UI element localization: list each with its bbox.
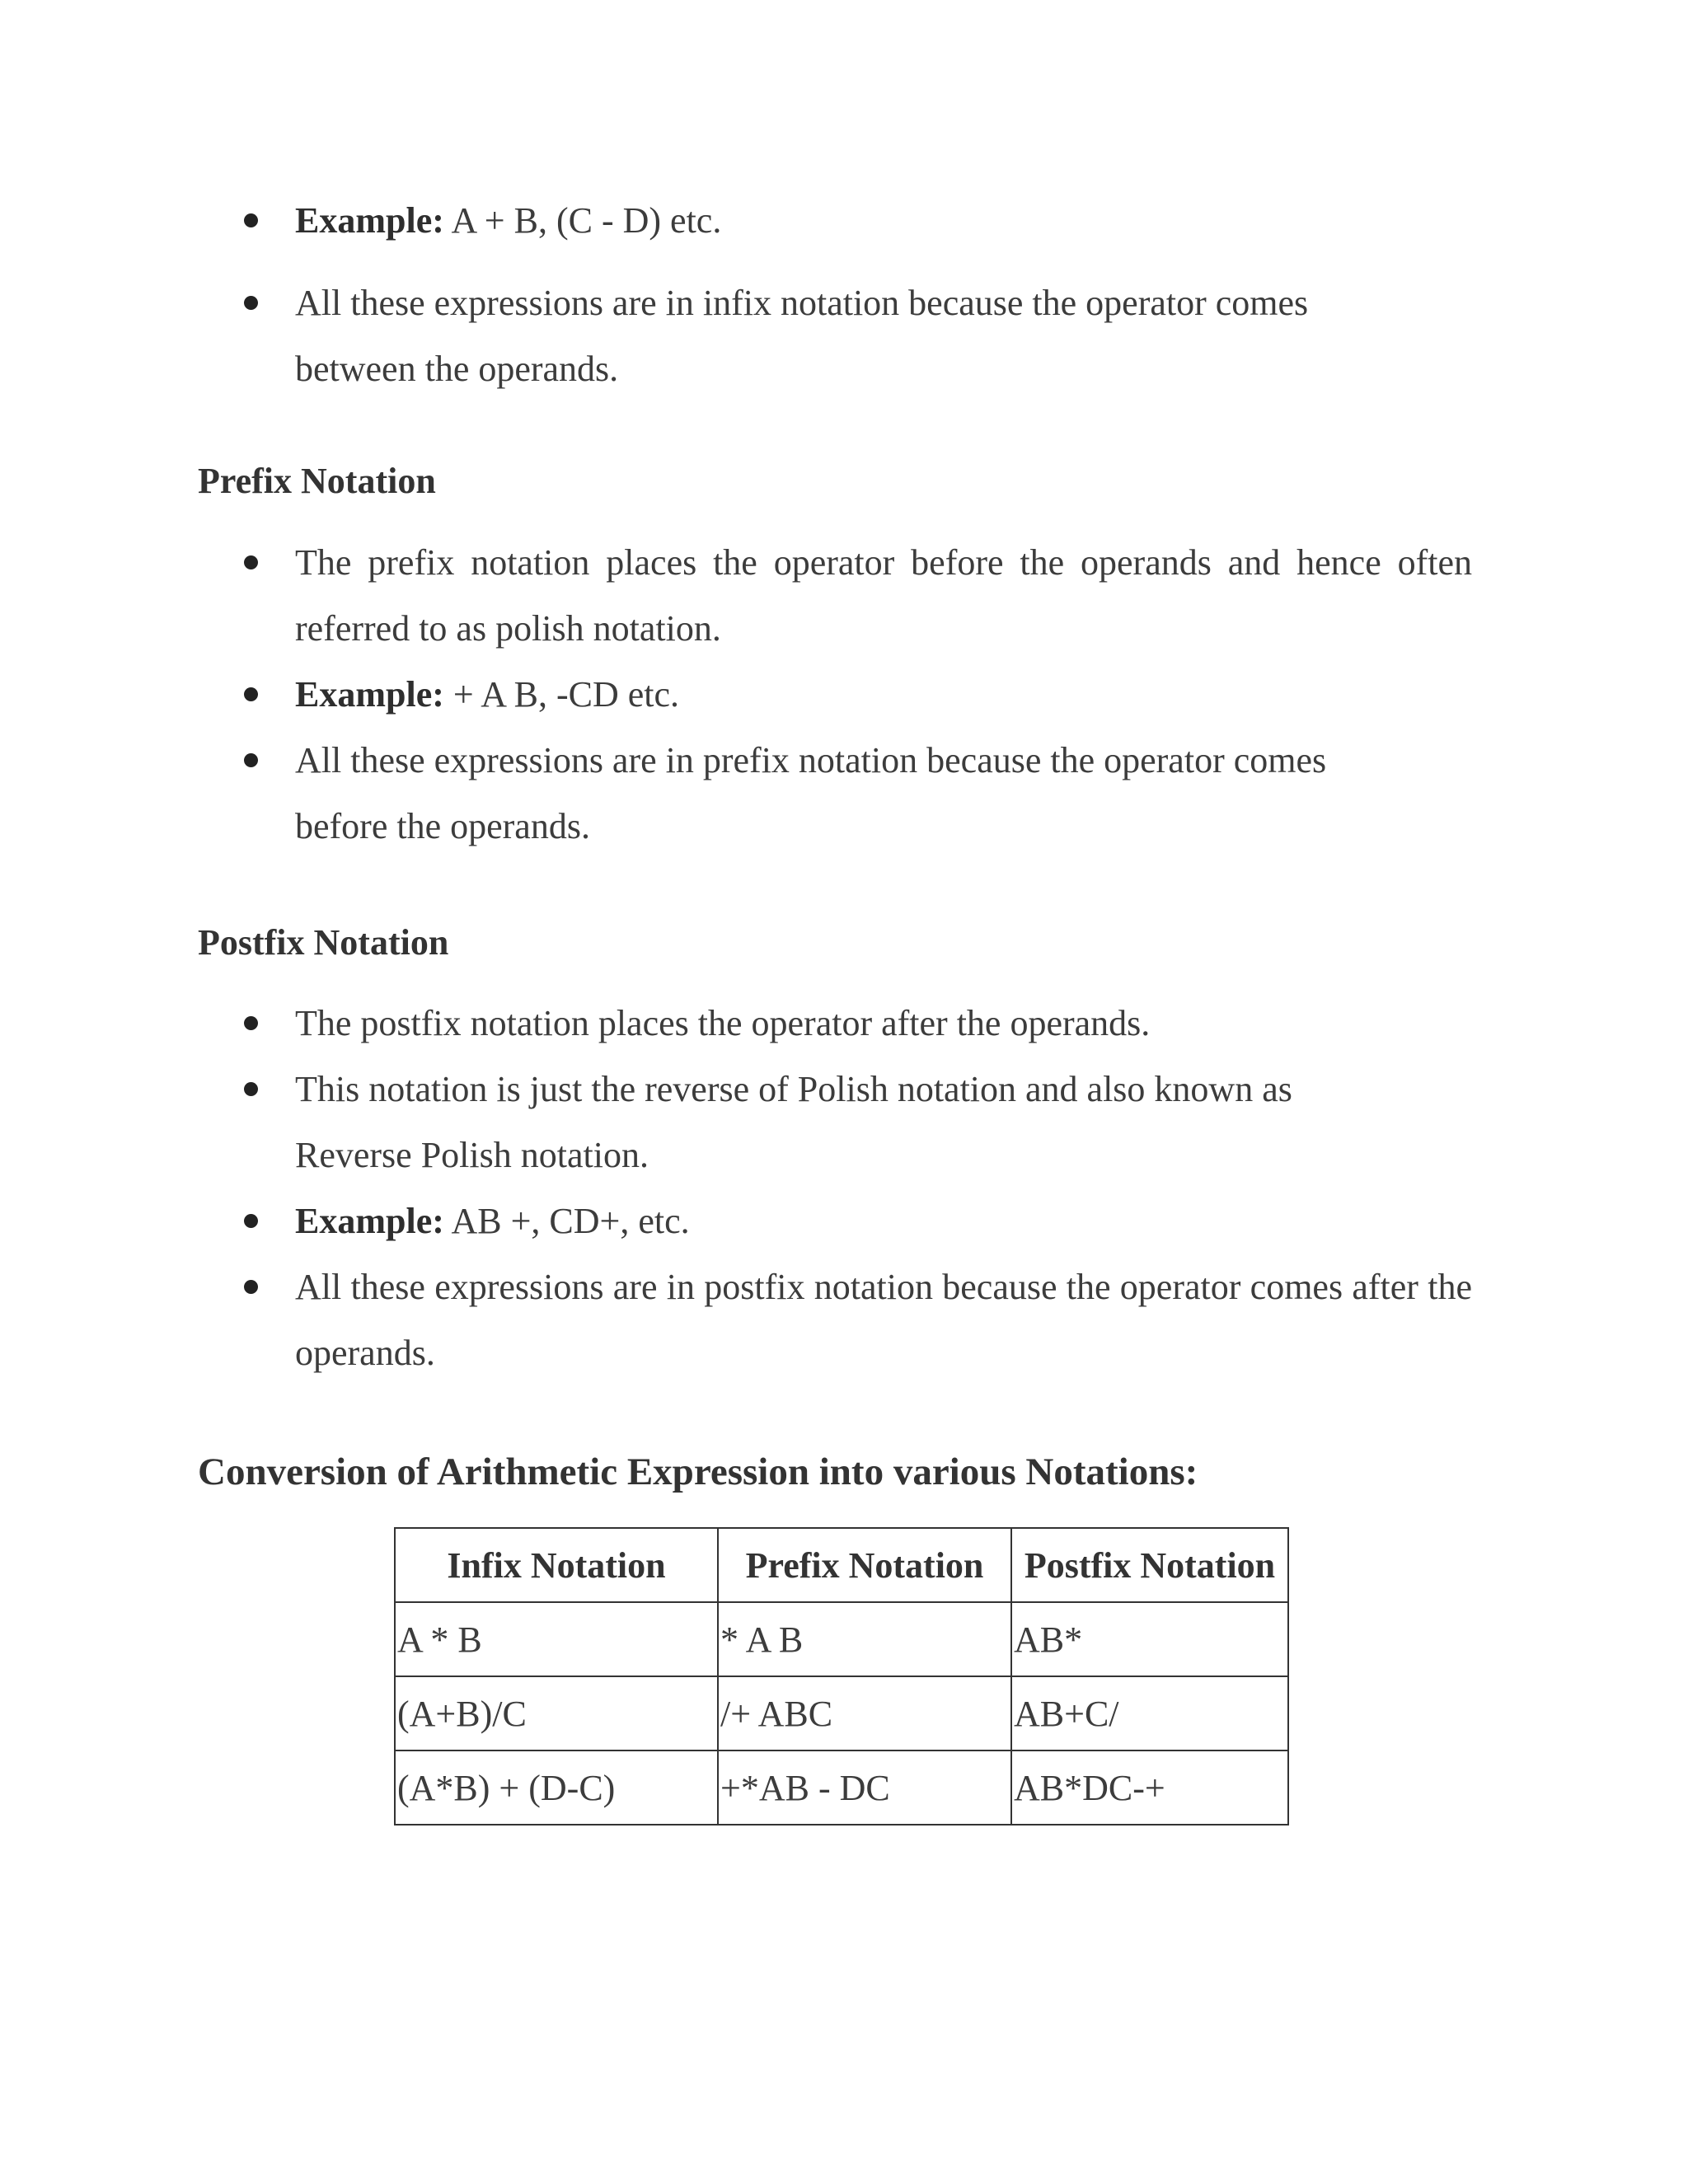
column-header-infix: Infix Notation [395, 1528, 718, 1602]
table-row [395, 1750, 1288, 1825]
table-cell-postfix: AB+C/ [1011, 1676, 1288, 1750]
table-cell-prefix: /+ ABC [718, 1676, 1011, 1750]
table-cell-infix: A * B [395, 1602, 718, 1676]
bullet-icon [244, 753, 258, 767]
column-header-postfix: Postfix Notation [1011, 1528, 1288, 1602]
list-item [244, 530, 1472, 662]
table-cell-prefix: * A B [718, 1602, 1011, 1676]
prefix-heading: Prefix Notation [198, 461, 436, 501]
example-label: Example: [295, 674, 444, 715]
column-header-prefix: Prefix Notation [718, 1528, 1011, 1602]
list-item-text: This notation is just the reverse of Polish notation and also known as Reverse Polish notation. [295, 1069, 1292, 1175]
table-header-row [395, 1528, 1288, 1602]
list-item [244, 1254, 1472, 1386]
list-item [244, 1057, 1408, 1188]
list-item [244, 991, 1472, 1057]
example-label: Example: [295, 1201, 444, 1241]
list-item-text: All these expressions are in postfix notation because the operator comes after the operands. [295, 1267, 1472, 1373]
list-item-text: The postfix notation places the operator after the operands. [295, 1003, 1151, 1043]
list-item [244, 188, 1406, 254]
infix-bullet-list [244, 188, 1406, 402]
list-item-text: A + B, (C - D) etc. [443, 200, 722, 241]
example-label: Example: [295, 200, 444, 241]
bullet-icon [244, 1082, 258, 1096]
list-item [244, 662, 1472, 728]
table-cell-postfix: AB*DC-+ [1011, 1750, 1288, 1825]
bullet-icon [244, 213, 258, 227]
table-cell-infix: (A+B)/C [395, 1676, 718, 1750]
bullet-icon [244, 1214, 258, 1228]
table-row [395, 1676, 1288, 1750]
bullet-icon [244, 296, 258, 310]
table-cell-postfix: AB* [1011, 1602, 1288, 1676]
postfix-bullet-list [244, 991, 1472, 1386]
bullet-icon [244, 1016, 258, 1030]
table-row [395, 1602, 1288, 1676]
list-item-text: All these expressions are in prefix notation because the operator comes before the operands. [295, 740, 1327, 846]
list-item-text: AB +, CD+, etc. [443, 1201, 690, 1241]
table-cell-prefix: +*AB - DC [718, 1750, 1011, 1825]
bullet-icon [244, 687, 258, 701]
postfix-heading: Postfix Notation [198, 922, 449, 963]
bullet-icon [244, 555, 258, 569]
list-item-text: The prefix notation places the operator before the operands and hence often referred to as polish notation. [295, 542, 1472, 649]
notation-conversion-table [394, 1527, 1289, 1825]
list-item [244, 270, 1391, 402]
list-item-text: All these expressions are in infix notation because the operator comes between the operands. [295, 283, 1309, 389]
table-cell-infix: (A*B) + (D-C) [395, 1750, 718, 1825]
conversion-heading: Conversion of Arithmetic Expression into various Notations: [198, 1451, 1198, 1493]
list-item [244, 1188, 1472, 1254]
list-item [244, 728, 1416, 860]
list-item-text: + A B, -CD etc. [443, 674, 680, 715]
bullet-icon [244, 1280, 258, 1294]
prefix-bullet-list [244, 530, 1472, 860]
